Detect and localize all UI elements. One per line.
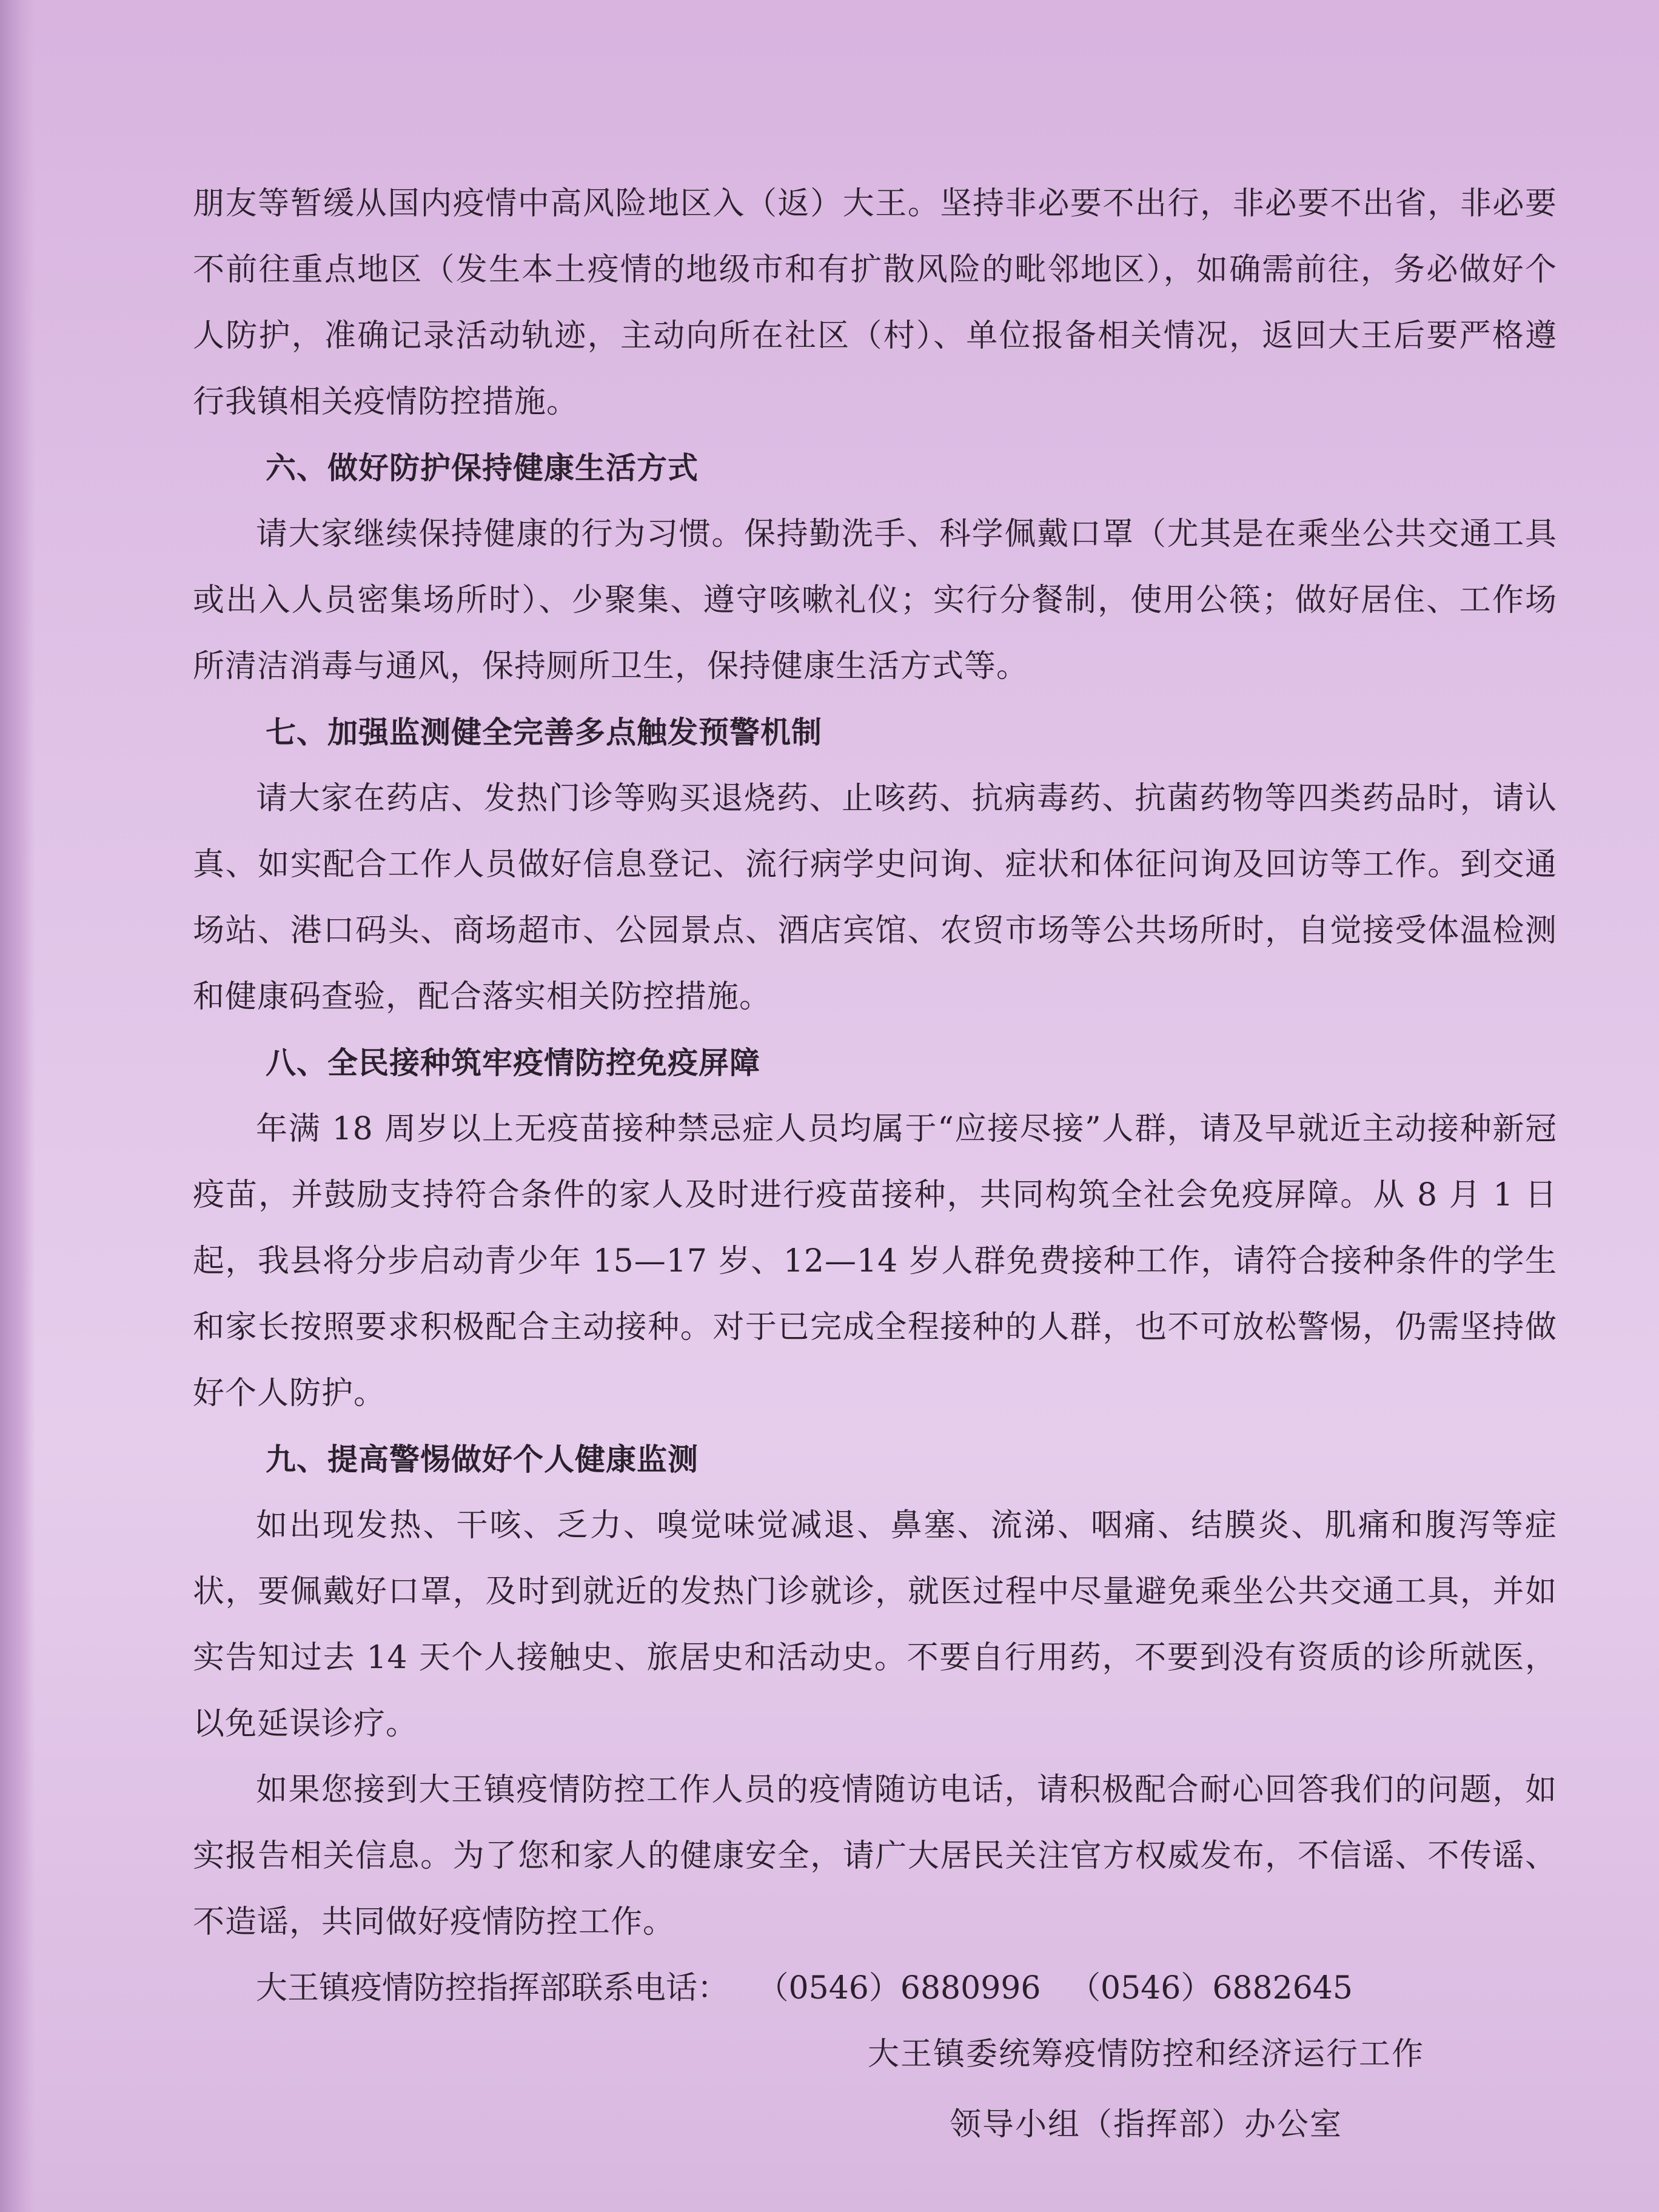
contact-line	[193, 1956, 1557, 2022]
contact-label: 大王镇疫情防控指挥部联系电话：	[256, 1970, 729, 2006]
section-heading-9: 九、提高警惕做好个人健康监测	[266, 1442, 699, 1477]
paragraph-travel-continuation: 朋友等暂缓从国内疫情中高风险地区入（返）大王。坚持非必要不出行，非必要不出省，非必要不前往重点地区（发生本土疫情的地级市和有扩散风险的毗邻地区），如确需前往，务必做好个人防护，准确记录活动轨迹，主动向所在社区（村）、单位报备相关情况，返回大王后要严格遵行我镇相关疫情防控措施。	[193, 186, 1557, 420]
paragraph-section-6: 请大家继续保持健康的行为习惯。保持勤洗手、科学佩戴口罩（尤其是在乘坐公共交通工具或出入人员密集场所时）、少聚集、遵守咳嗽礼仪；实行分餐制，使用公筷；做好居住、工作场所清洁消毒与通风，保持厕所卫生，保持健康生活方式等。	[193, 516, 1557, 685]
paragraph-section-9: 如出现发热、干咳、乏力、嗅觉味觉减退、鼻塞、流涕、咽痛、结膜炎、肌痛和腹泻等症状，要佩戴好口罩，及时到就近的发热门诊就诊，就医过程中尽量避免乘坐公共交通工具，并如实告知过去 14 天个人接触史、旅居史和活动史。不要自行用药，不要到没有资质的诊所就医，以免延误诊疗。	[193, 1507, 1557, 1742]
section-heading-7: 七、加强监测健全完善多点触发预警机制	[266, 715, 822, 750]
contact-phone-1: （0546）6880996	[757, 1970, 1041, 2006]
signature-block	[837, 2019, 1455, 2160]
section-heading-6: 六、做好防护保持健康生活方式	[266, 451, 699, 486]
contact-phone-2: （0546）6882645	[1069, 1970, 1353, 2006]
paragraph-section-8: 年满 18 周岁以上无疫苗接种禁忌症人员均属于“应接尽接”人群，请及早就近主动接种新冠疫苗，并鼓励支持符合条件的家人及时进行疫苗接种，共同构筑全社会免疫屏障。从 8 月 1 日起，我县将分步启动青少年 15—17 岁、12—14 岁人群免费接种工作，请符合接种条件的学生和家长按照要求积极配合主动接种。对于已完成全程接种的人群，也不可放松警惕，仍需坚持做好个人防护。	[193, 1111, 1557, 1412]
document-body	[193, 171, 1557, 2022]
section-heading-8: 八、全民接种筑牢疫情防控免疫屏障	[266, 1045, 760, 1081]
signature-line-2: 领导小组（指挥部）办公室	[949, 2106, 1342, 2143]
signature-line-1: 大王镇委统筹疫情防控和经济运行工作	[867, 2036, 1424, 2073]
paragraph-section-7: 请大家在药店、发热门诊等购买退烧药、止咳药、抗病毒药、抗菌药物等四类药品时，请认真、如实配合工作人员做好信息登记、流行病学史问询、症状和体征问询及回访等工作。到交通场站、港口码头、商场超市、公园景点、酒店宾馆、农贸市场等公共场所时，自觉接受体温检测和健康码查验，配合落实相关防控措施。	[193, 780, 1557, 1015]
paragraph-follow-up-call: 如果您接到大王镇疫情防控工作人员的疫情随访电话，请积极配合耐心回答我们的问题，如实报告相关信息。为了您和家人的健康安全，请广大居民关注官方权威发布，不信谣、不传谣、不造谣，共同做好疫情防控工作。	[193, 1772, 1557, 1940]
